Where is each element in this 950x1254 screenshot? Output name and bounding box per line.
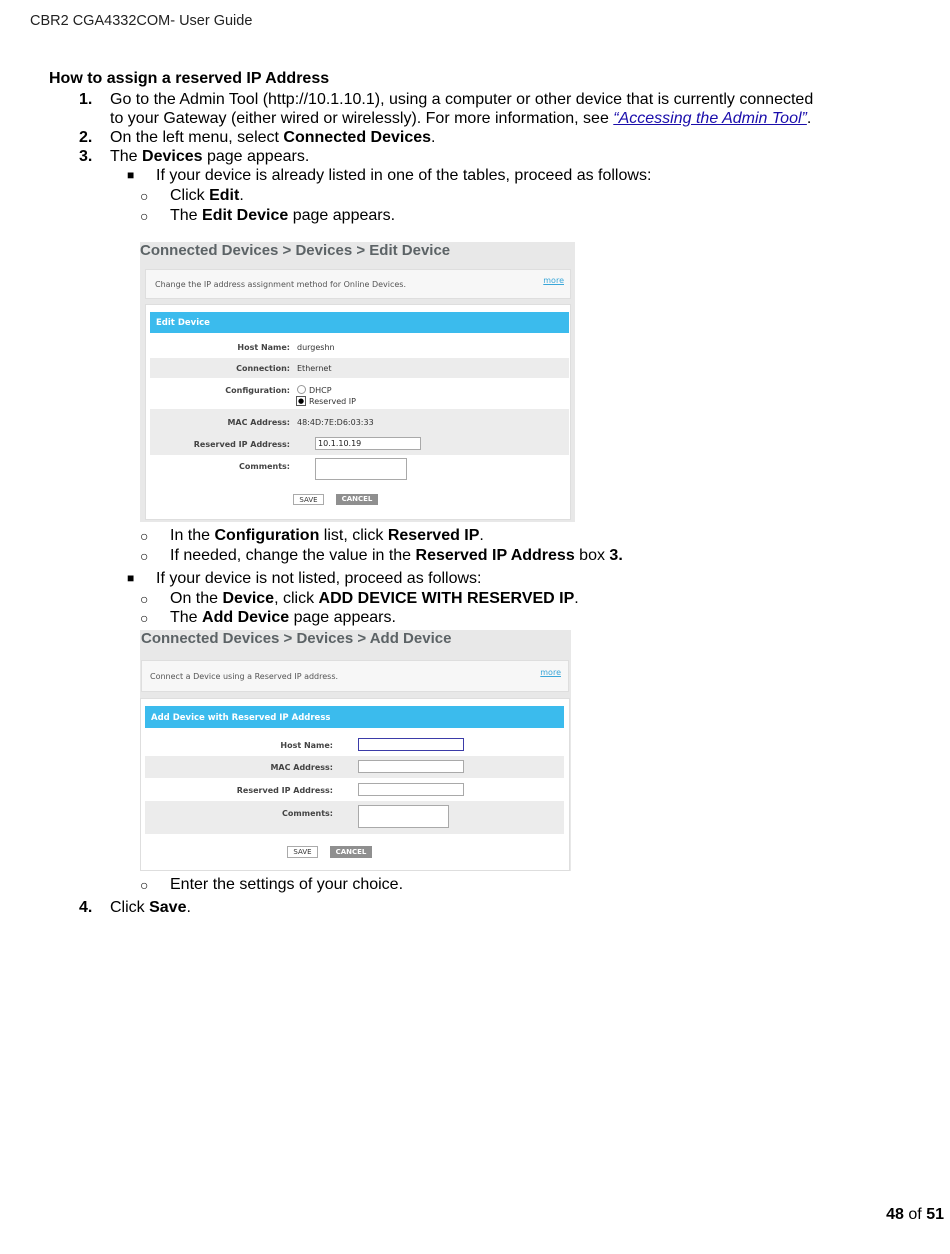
configuration-label: Configuration: [225,386,290,395]
sub-step-click-edit: Click Edit. [170,187,244,204]
info-text: Change the IP address assignment method for Online Devices. [155,280,407,289]
mac-address-value: 48:4D:7E:D6:03:33 [297,418,374,427]
reserved-ip-option-label: Reserved IP [309,397,356,406]
add-device-form [140,698,570,871]
circle-bullet-icon: ○ [140,208,149,224]
host-name-value: durgeshn [297,343,335,352]
step-4-text: Click Save. [110,899,191,916]
host-name-label: Host Name: [237,343,290,352]
sub-step-change-value: If needed, change the value in the Reserved IP Address box 3. [170,547,623,564]
step-1-line-1: Go to the Admin Tool (http://10.1.10.1), using a computer or other device that is currently connected [110,91,814,108]
sub-step-edit-page: The Edit Device page appears. [170,207,396,224]
mac-address-input[interactable] [358,760,464,773]
host-name-label: Host Name: [280,741,333,750]
connection-label: Connection: [236,364,290,373]
cancel-button[interactable]: CANCEL [336,494,378,505]
bullet-not-listed-text: If your device is not listed, proceed as follows: [156,570,482,587]
step-number: 3. [79,148,93,165]
edit-device-screenshot [140,242,575,522]
circle-bullet-icon: ○ [140,548,149,564]
page-number: 48 of 51 [886,1206,944,1223]
add-device-screenshot [140,630,571,871]
circle-bullet-icon: ○ [140,591,149,607]
breadcrumb: Connected Devices > Devices > Edit Device [140,242,451,259]
form-title-bar: Add Device with Reserved IP Address [145,706,564,728]
mac-address-label: MAC Address: [227,418,290,427]
mac-address-label: MAC Address: [270,763,333,772]
edit-device-form [145,304,571,520]
reserved-ip-address-input[interactable] [358,783,464,796]
bullet-listed-text: If your device is already listed in one of the tables, proceed as follows: [156,167,652,184]
section-title: How to assign a reserved IP Address [49,70,330,87]
step-3-text: The Devices page appears. [110,148,310,165]
sub-step-enter-settings: Enter the settings of your choice. [170,876,404,893]
dhcp-option-label: DHCP [309,386,332,395]
reserved-ip-option[interactable]: ● [297,397,305,405]
comments-textarea[interactable] [315,458,407,480]
sub-step-configuration: In the Configuration list, click Reserved IP. [170,527,484,544]
info-box [145,269,571,299]
comments-textarea[interactable] [358,805,449,828]
step-2-text: On the left menu, select Connected Devices. [110,129,436,146]
circle-bullet-icon: ○ [140,610,149,626]
sub-step-add-device: On the Device, click ADD DEVICE WITH RESERVED IP. [170,590,579,607]
dhcp-radio[interactable] [297,385,306,394]
save-button[interactable]: SAVE [293,494,324,505]
save-button[interactable]: SAVE [287,846,318,858]
reserved-ip-address-label: Reserved IP Address: [193,440,290,449]
connection-value: Ethernet [297,364,332,373]
accessing-admin-tool-link[interactable]: “Accessing the Admin Tool” [613,110,807,127]
square-bullet-icon: ■ [127,571,135,585]
step-number: 4. [79,899,93,916]
circle-bullet-icon: ○ [140,528,149,544]
sub-step-add-page: The Add Device page appears. [170,609,396,626]
info-text: Connect a Device using a Reserved IP address. [150,672,339,681]
host-name-input[interactable] [358,738,464,751]
circle-bullet-icon: ○ [140,188,149,204]
square-bullet-icon: ■ [127,168,135,182]
reserved-ip-address-input[interactable]: 10.1.10.19 [315,437,421,450]
circle-bullet-icon: ○ [140,877,149,893]
cancel-button[interactable]: CANCEL [330,846,372,858]
step-1-line-2: to your Gateway (either wired or wirelessly). For more information, see “Accessing the Admin Tool”. [110,110,812,127]
step-number: 2. [79,129,93,146]
info-box [141,660,569,692]
more-link[interactable]: more [543,276,564,285]
form-title-bar: Edit Device [150,312,569,333]
reserved-ip-address-label: Reserved IP Address: [236,786,333,795]
step-number: 1. [79,91,93,108]
document-header: CBR2 CGA4332COM- User Guide [30,13,253,29]
breadcrumb: Connected Devices > Devices > Add Device [141,630,452,647]
comments-label: Comments: [239,462,290,471]
comments-label: Comments: [282,809,333,818]
more-link[interactable]: more [540,668,561,677]
